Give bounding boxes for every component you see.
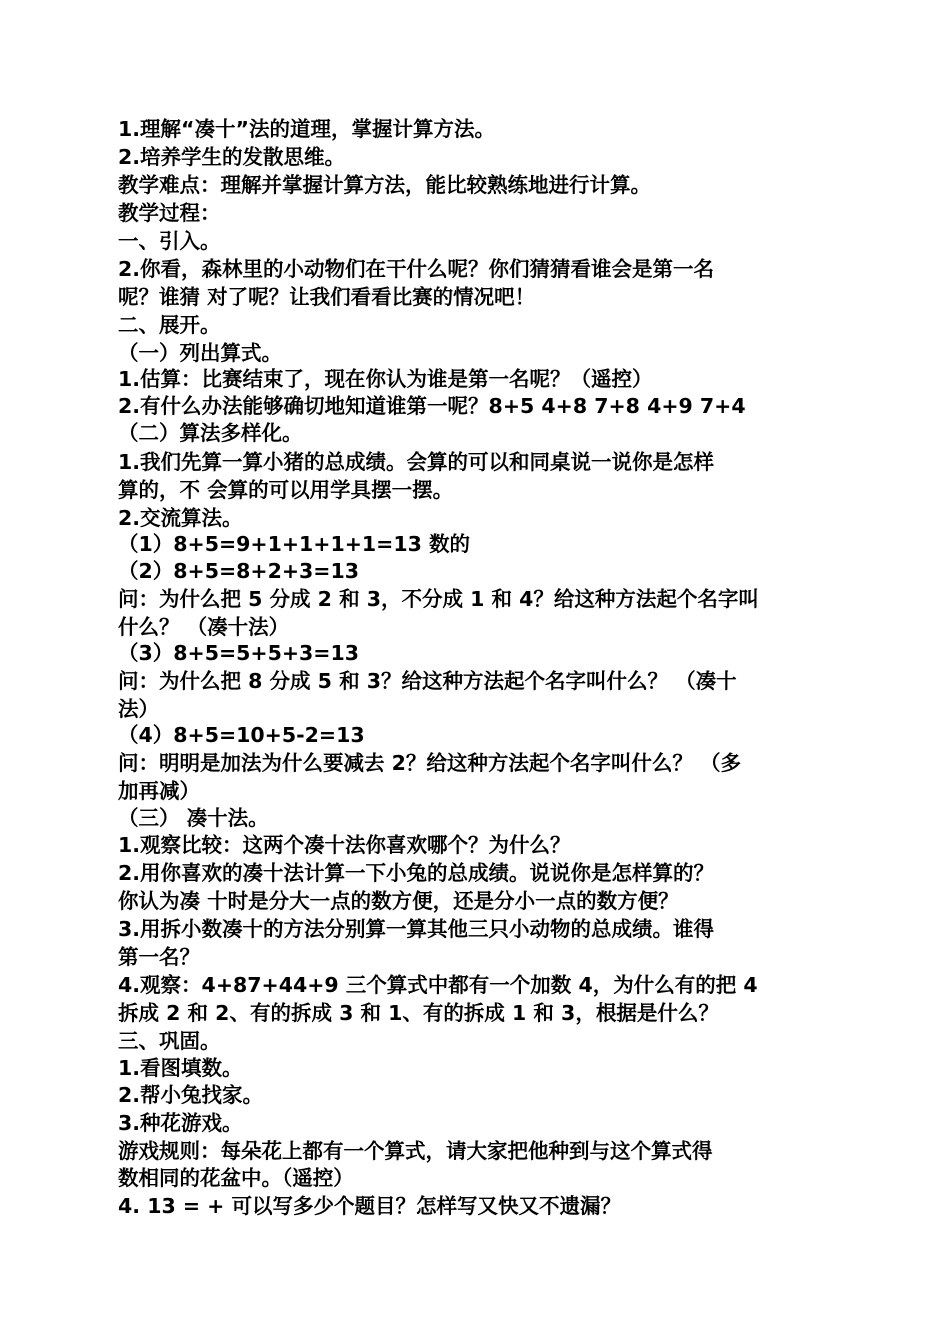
text-line: 1.看图填数。 [118, 1056, 243, 1080]
text-line: 2.有什么办法能够确切地知道谁第一呢？8+5 4+8 7+8 4+9 7+4 [118, 394, 746, 418]
text-line: 呢？谁猜 对了呢？让我们看看比赛的情况吧！ [118, 285, 536, 309]
text-line: 4.观察：4+87+44+9 三个算式中都有一个加数 4，为什么有的把 4 [118, 973, 758, 997]
text-line: 二、展开。 [118, 313, 221, 337]
text-line: 一、引入。 [118, 229, 221, 253]
text-line: 1.估算：比赛结束了，现在你认为谁是第一名呢？（遥控） [118, 367, 653, 391]
text-line: 加再减） [118, 779, 200, 803]
text-line: （4）8+5=10+5-2=13 [118, 723, 365, 747]
text-line: 问：为什么把 5 分成 2 和 3，不分成 1 和 4？给这种方法起个名字叫 [118, 587, 759, 611]
text-line: 算的，不 会算的可以用学具摆一摆。 [118, 478, 454, 502]
text-line: 问：明明是加法为什么要减去 2？给这种方法起个名字叫什么？ （多 [118, 751, 742, 775]
text-line: 2.你看，森林里的小动物们在干什么呢？你们猜猜看谁会是第一名 [118, 257, 715, 281]
text-line: 拆成 2 和 2、有的拆成 3 和 1、有的拆成 1 和 3，根据是什么？ [118, 1001, 719, 1025]
text-line: 你认为凑 十时是分大一点的数方便，还是分小一点的数方便？ [118, 889, 679, 913]
text-line: 问：为什么把 8 分成 5 和 3？给这种方法起个名字叫什么？ （凑十 [118, 669, 737, 693]
text-line: 3.用拆小数凑十的方法分别算一算其他三只小动物的总成绩。谁得 [118, 917, 715, 941]
text-line: 2.用你喜欢的凑十法计算一下小兔的总成绩。说说你是怎样算的？ [118, 861, 715, 885]
text-line: （三） 凑十法。 [118, 806, 269, 830]
text-line: （一）列出算式。 [118, 341, 282, 365]
text-line: 2.交流算法。 [118, 506, 243, 530]
text-line: 游戏规则：每朵花上都有一个算式，请大家把他种到与这个算式得 [118, 1139, 713, 1163]
text-line: 1.理解“凑十”法的道理，掌握计算方法。 [118, 117, 495, 141]
text-line: 教学过程： [118, 201, 221, 225]
text-line: 三、巩固。 [118, 1029, 221, 1053]
text-line: 1.我们先算一算小猪的总成绩。会算的可以和同桌说一说你是怎样 [118, 450, 715, 474]
text-line: 法） [118, 697, 159, 721]
text-line: （二）算法多样化。 [118, 421, 303, 445]
text-line: （2）8+5=8+2+3=13 [118, 559, 359, 583]
text-line: 数相同的花盆中。（遥控） [118, 1166, 354, 1190]
text-line: 教学难点：理解并掌握计算方法，能比较熟练地进行计算。 [118, 173, 651, 197]
text-line: （3）8+5=5+5+3=13 [118, 641, 359, 665]
text-line: 2.帮小兔找家。 [118, 1083, 264, 1107]
text-line: 4. 13 = + 可以写多少个题目？怎样写又快又不遗漏？ [118, 1194, 621, 1218]
text-line: 第一名？ [118, 945, 200, 969]
text-line: 1.观察比较：这两个凑十法你喜欢哪个？为什么？ [118, 833, 571, 857]
text-line: （1）8+5=9+1+1+1+1=13 数的 [118, 532, 471, 556]
text-line: 2.培养学生的发散思维。 [118, 145, 346, 169]
text-line: 什么？ （凑十法） [118, 615, 290, 639]
text-line: 3.种花游戏。 [118, 1111, 243, 1135]
